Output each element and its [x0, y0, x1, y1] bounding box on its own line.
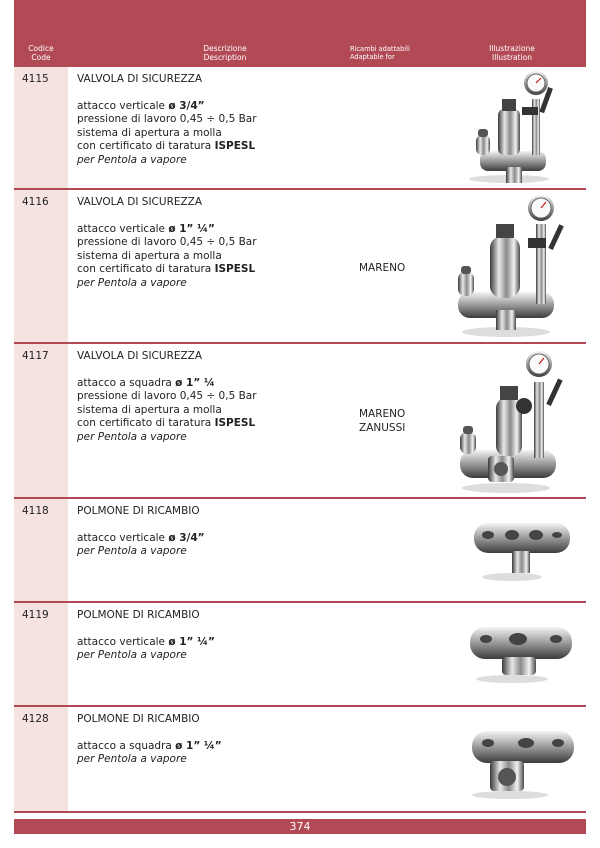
- product-code: 4119: [22, 609, 49, 621]
- header-code: Codice Code: [28, 44, 54, 62]
- safety-valve-image: [444, 194, 574, 340]
- header-description: Descrizione Description: [203, 44, 247, 62]
- product-description: POLMONE DI RICAMBIO attacco verticale ø 3/4” per Pentola a vapore: [77, 505, 362, 559]
- product-description: VALVOLA DI SICUREZZA attacco a squadra ø 1” ¼ pressione di lavoro 0,45 ÷ 0,5 Bar sistema di apertura a molla con certificato di taratura ISPESL per Pentola a vapore: [77, 350, 362, 444]
- product-code: 4128: [22, 713, 49, 725]
- product-code: 4118: [22, 505, 49, 517]
- table-row: [14, 499, 586, 603]
- product-title: POLMONE DI RICAMBIO: [77, 713, 200, 725]
- table-row: [14, 190, 586, 344]
- code-cell: [14, 67, 68, 188]
- adaptable-for: MARENO ZANUSSI: [359, 408, 406, 434]
- product-title: VALVOLA DI SICUREZZA: [77, 350, 203, 362]
- header-illustration: Illustrazione Illustration: [489, 44, 535, 62]
- safety-valve-image: [444, 69, 574, 187]
- product-title: VALVOLA DI SICUREZZA: [77, 196, 203, 208]
- product-title: POLMONE DI RICAMBIO: [77, 505, 200, 517]
- product-description: POLMONE DI RICAMBIO attacco verticale ø 1” ¼” per Pentola a vapore: [77, 609, 362, 663]
- spare-chamber-image: [444, 723, 574, 801]
- table-row: [14, 344, 586, 499]
- product-code: 4117: [22, 350, 49, 362]
- code-cell: [14, 344, 68, 497]
- spare-chamber-image: [444, 623, 574, 685]
- adaptable-for: MARENO: [359, 262, 406, 274]
- product-description: VALVOLA DI SICUREZZA attacco verticale ø 3/4” pressione di lavoro 0,45 ÷ 0,5 Bar sistema di apertura a molla con certificato di taratura ISPESL per Pentola a vapore: [77, 73, 362, 167]
- product-title: POLMONE DI RICAMBIO: [77, 609, 200, 621]
- header-adaptable-for: Ricambi adattabili Adaptable for: [350, 45, 410, 61]
- table-header: [14, 0, 586, 67]
- product-code: 4115: [22, 73, 49, 85]
- table-row: [14, 707, 586, 813]
- product-code: 4116: [22, 196, 49, 208]
- product-description: POLMONE DI RICAMBIO attacco a squadra ø 1” ¼” per Pentola a vapore: [77, 713, 362, 767]
- page-number: 374: [14, 819, 586, 834]
- safety-valve-image: [444, 348, 574, 494]
- table-row: [14, 603, 586, 707]
- spare-chamber-image: [444, 513, 574, 583]
- code-cell: [14, 190, 68, 342]
- product-description: VALVOLA DI SICUREZZA attacco verticale ø 1” ¼” pressione di lavoro 0,45 ÷ 0,5 Bar sistema di apertura a molla con certificato di taratura ISPESL per Pentola a vapore: [77, 196, 362, 290]
- table-row: [14, 67, 586, 190]
- product-title: VALVOLA DI SICUREZZA: [77, 73, 203, 85]
